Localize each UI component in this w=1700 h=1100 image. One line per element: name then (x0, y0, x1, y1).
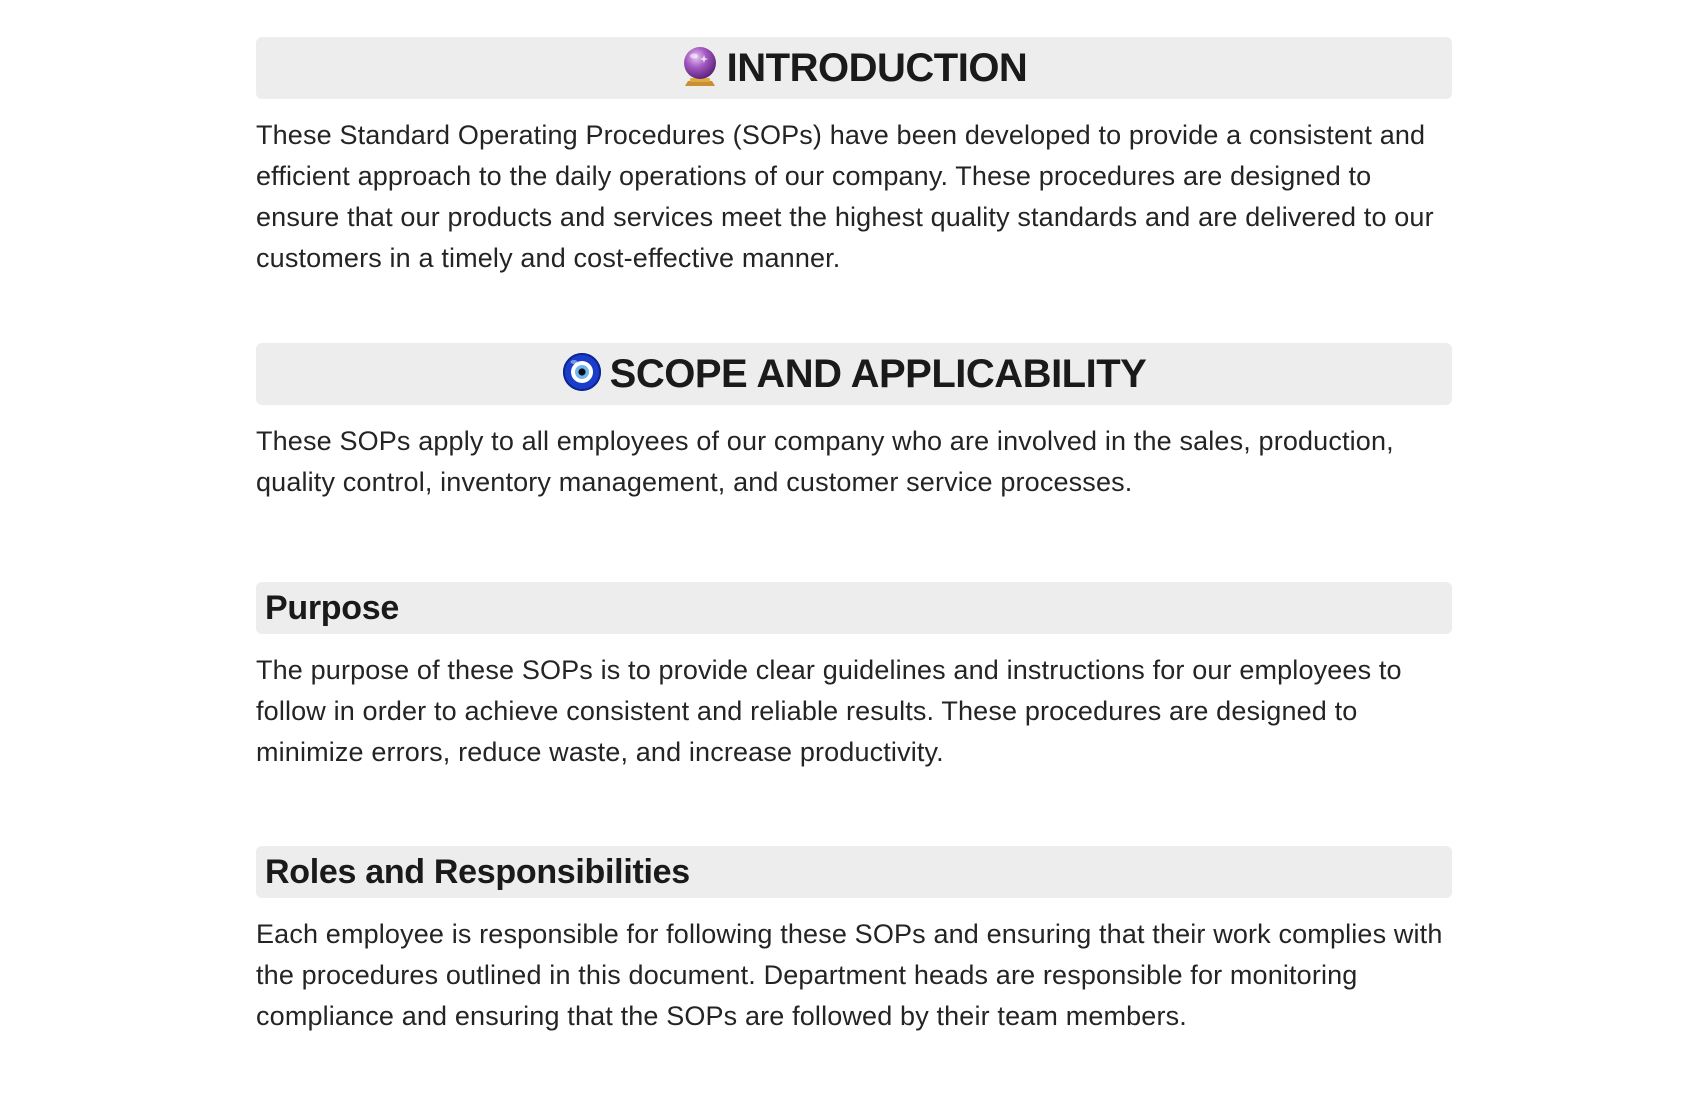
crystal-ball-icon (681, 45, 719, 92)
section-title: SCOPE AND APPLICABILITY (609, 351, 1147, 396)
section-paragraph: The purpose of these SOPs is to provide clear guidelines and instructions for our employees to follow in order to achieve consistent and reliable results. These procedures are designed to minimize errors, reduce waste, and increase productivity. (256, 655, 1402, 767)
section-title: Purpose (265, 588, 399, 627)
section-roles-and-responsibilities (256, 846, 1452, 1037)
section-heading-bar (256, 846, 1452, 898)
section-title: Roles and Responsibilities (265, 852, 690, 891)
section-heading-bar (256, 37, 1452, 99)
section-paragraph: Each employee is responsible for following these SOPs and ensuring that their work complies with the procedures outlined in this document. Department heads are responsible for monitoring compliance and ensuring that the SOPs are followed by their team members. (256, 919, 1443, 1031)
section-purpose (256, 582, 1452, 773)
section-heading-bar (256, 582, 1452, 634)
section-paragraph: These SOPs apply to all employees of our company who are involved in the sales, production, quality control, inventory management, and customer service processes. (256, 426, 1394, 497)
section-paragraph: These Standard Operating Procedures (SOPs) have been developed to provide a consistent and efficient approach to the daily operations of our company. These procedures are designed to ensure that our products and services meet the highest quality standards and are delivered to our customers in a timely and cost-effective manner. (256, 120, 1434, 273)
nazar-amulet-icon (562, 352, 602, 397)
section-title: INTRODUCTION (726, 45, 1028, 90)
section-introduction (256, 37, 1452, 279)
section-heading-bar (256, 343, 1452, 405)
document-body (256, 37, 1452, 1037)
section-scope-and-applicability (256, 343, 1452, 503)
